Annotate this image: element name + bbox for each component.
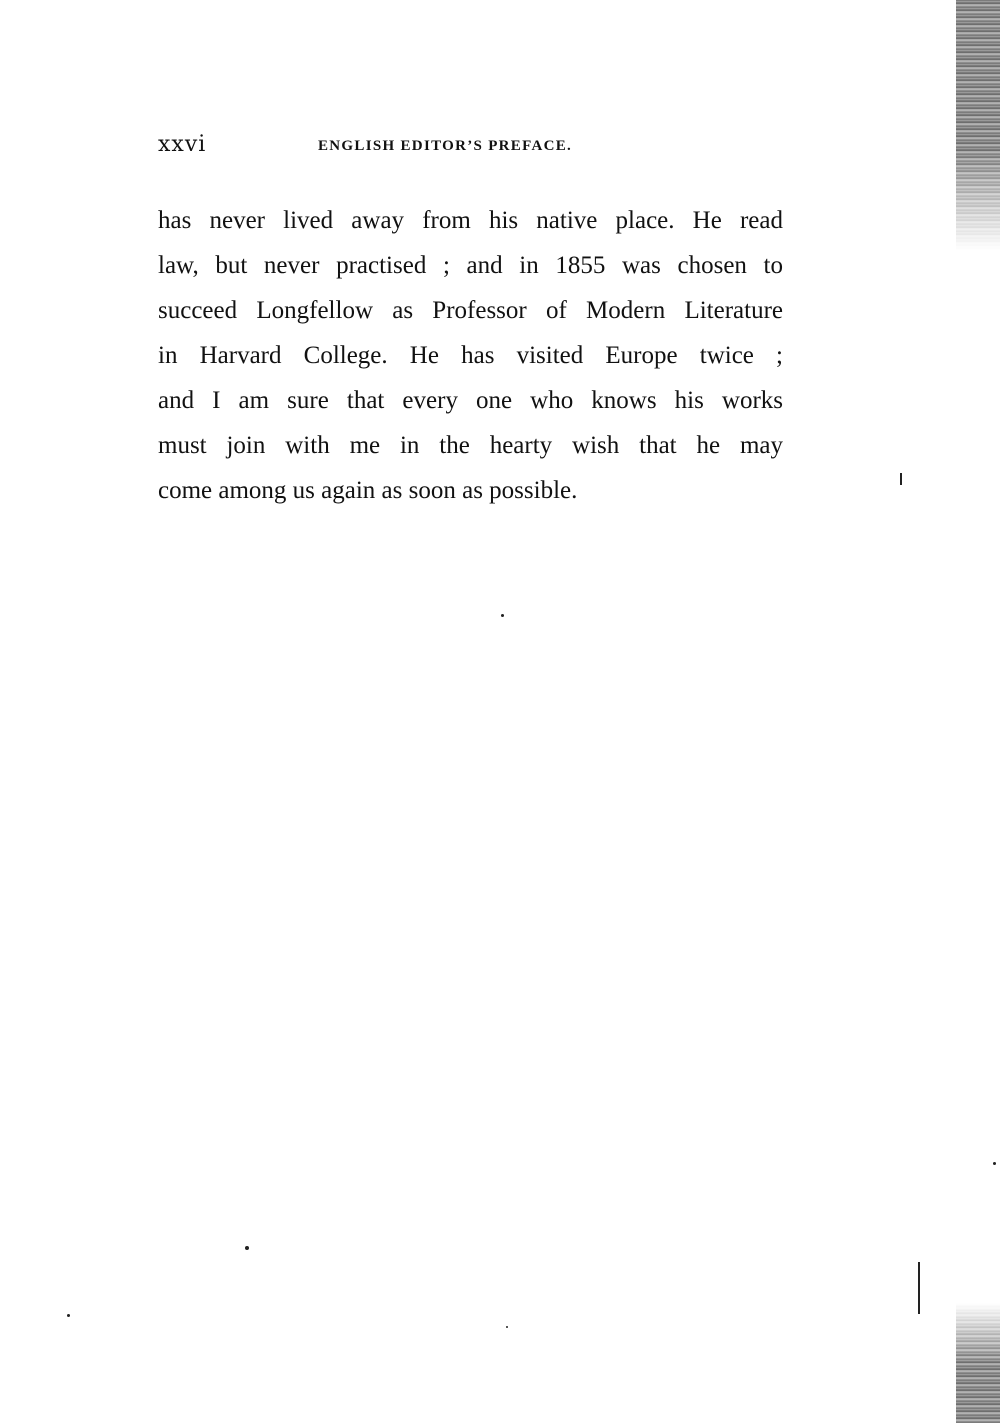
text-line: succeed Longfellow as Professor of Modern Literature	[158, 297, 783, 324]
running-head	[158, 132, 628, 162]
text-line: and I am sure that every one who knows his works	[158, 387, 783, 414]
scan-speck	[993, 1162, 996, 1165]
scan-speck	[67, 1314, 70, 1317]
scan-mark	[918, 1262, 920, 1314]
text-line: law, but never practised ; and in 1855 was chosen to	[158, 252, 783, 279]
scan-speck	[501, 614, 504, 617]
text-line: in Harvard College. He has visited Europe twice ;	[158, 342, 783, 369]
text-line: has never lived away from his native place. He read	[158, 207, 783, 234]
body-paragraph	[158, 198, 783, 513]
text-line: must join with me in the hearty wish that he may	[158, 432, 783, 459]
page-number: xxvi	[158, 132, 207, 157]
scan-edge-shadow-bottom	[956, 1303, 1000, 1423]
scan-mark	[900, 473, 902, 485]
text-line: come among us again as soon as possible.	[158, 477, 578, 504]
running-title: ENGLISH EDITOR’S PREFACE.	[318, 138, 573, 154]
scan-speck	[245, 1246, 249, 1250]
scan-speck	[506, 1326, 508, 1328]
scan-edge-shadow-top	[956, 0, 1000, 250]
